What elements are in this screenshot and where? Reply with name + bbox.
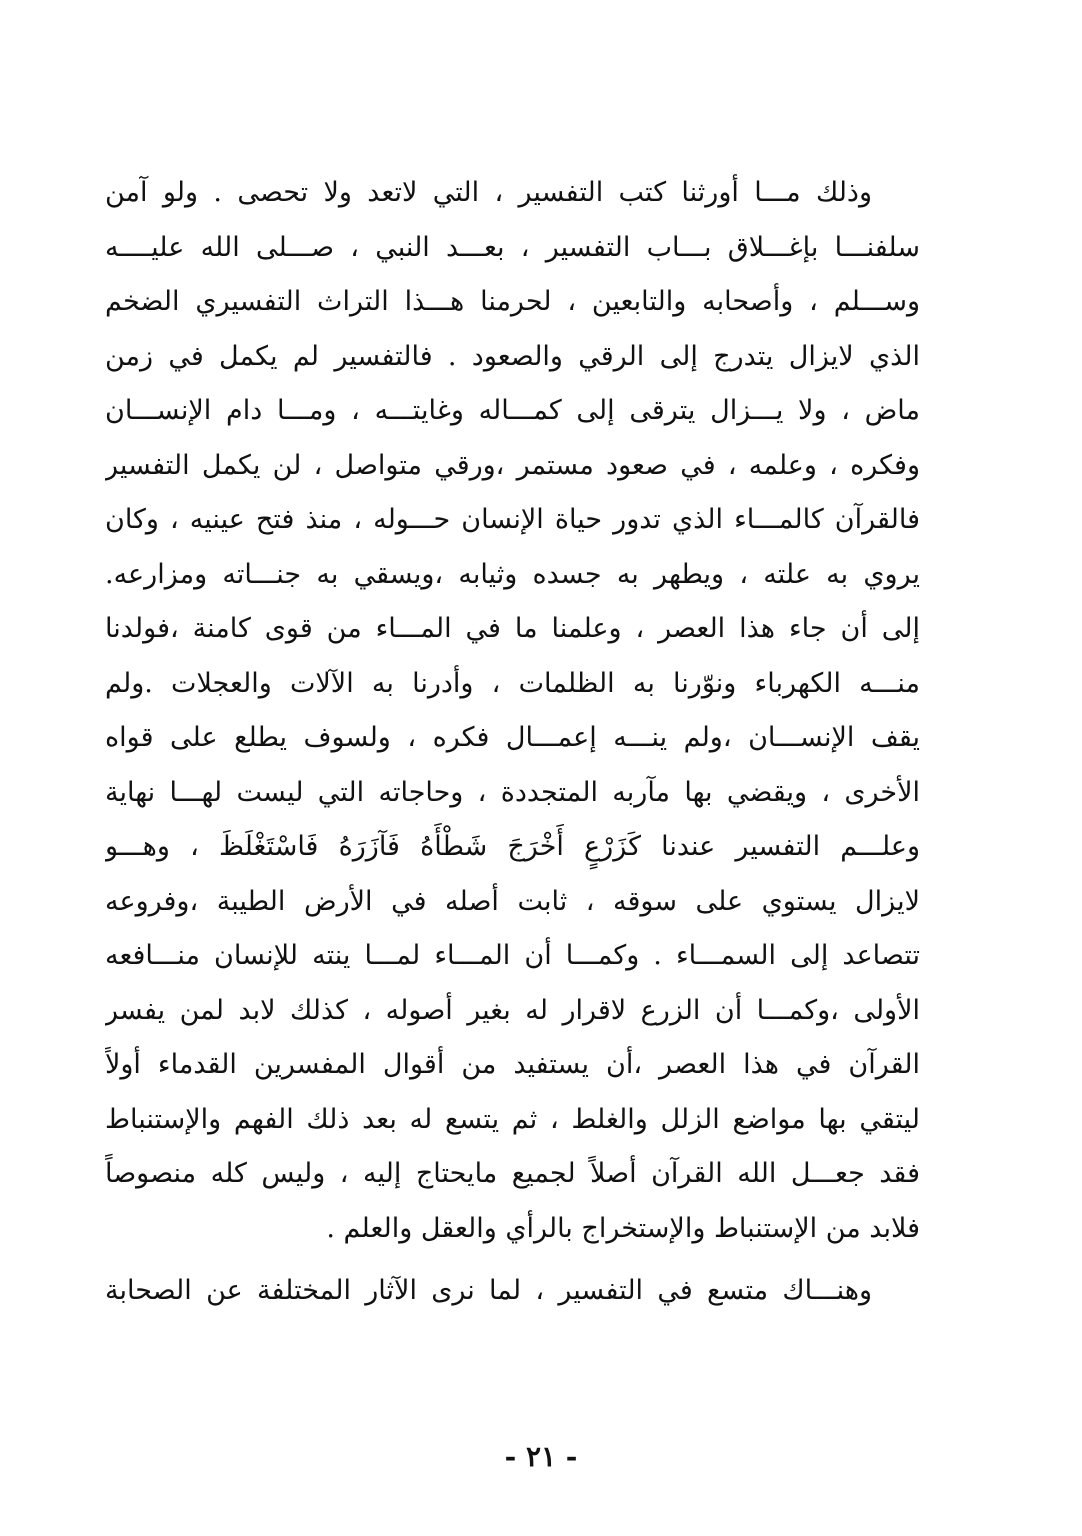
text-line: يقف الإنســـان ،ولم ينـــه إعمـــال فكره ، ولسوف يطلع على قواه [105,722,920,753]
text-line: القرآن في هذا العصر ،أن يستفيد من أقوال المفسرين القدماء أولاً [105,1049,920,1080]
body-text [105,166,920,1319]
text-line: فقد جعـــل الله القرآن أصلاً لجميع مايحتاج إليه ، وليس كله منصوصاً [105,1158,920,1189]
page-number: - ٢١ - [504,1440,578,1473]
text-line: الأخرى ، ويقضي بها مآربه المتجددة ، وحاجاته التي ليست لهـــا نهاية [105,776,920,808]
text-line: وهنـــاك متسع في التفسير ، لما نرى الآثار المختلفة عن الصحابة [105,1275,872,1306]
text-line: ليتقي بها مواضع الزلل والغلط ، ثم يتسع له بعد ذلك الفهم والإستنباط [105,1103,920,1135]
text-line: فالقرآن كالمـــاء الذي تدور حياة الإنسان حـــوله ، منذ فتح عينيه ، وكان [105,504,920,535]
text-line: ماض ، ولا يـــزال يترقى إلى كمـــاله وغايتـــه ، ومـــا دام الإنســـان [105,395,920,426]
text-line: وســـلم ، وأصحابه والتابعين ، لحرمنا هـــذا التراث التفسيري الضخم [105,286,920,317]
text-line: يروي به علته ، ويطهر به جسده وثيابه ،ويسقي به جنـــاته ومزارعه. [105,558,920,590]
text-line: سلفنـــا بإغـــلاق بـــاب التفسير ، بعـــد النبي ، صـــلى الله عليــــه [105,231,920,263]
text-line: الأولى ،وكمـــا أن الزرع لاقرار له بغير أصوله ، كذلك لابد لمن يفسر [105,994,920,1026]
text-line: فلابد من الإستنباط والإستخراج بالرأي والعقل والعلم . [326,1212,920,1244]
text-line: لايزال يستوي على سوقه ، ثابت أصله في الأرض الطيبة ،وفروعه [105,885,920,917]
text-line: وذلك مـــا أورثنا كتب التفسير ، التي لاتعد ولا تحصى . ولو آمن [105,177,872,208]
text-line: وعلـــم التفسير عندنا كَزَرْعٍ أَخْرَجَ شَطْأَهُ فَآزَرَهُ فَاسْتَغْلَظَ ، وهـــو [105,831,920,862]
text-line: تتصاعد إلى السمـــاء . وكمـــا أن المـــاء لمـــا ينته للإنسان منـــافعه [105,940,920,971]
text-line: وفكره ، وعلمه ، في صعود مستمر ،ورقي متواصل ، لن يكمل التفسير [105,449,920,481]
text-line: منـــه الكهرباء ونوّرنا به الظلمات ، وأدرنا به الآلات والعجلات .ولم [105,667,920,699]
text-line: الذي لايزال يتدرج إلى الرقي والصعود . فالتفسير لم يكمل في زمن [105,340,920,372]
text-line: إلى أن جاء هذا العصر ، وعلمنا ما في المـــاء من قوى كامنة ،فولدنا [105,613,920,644]
